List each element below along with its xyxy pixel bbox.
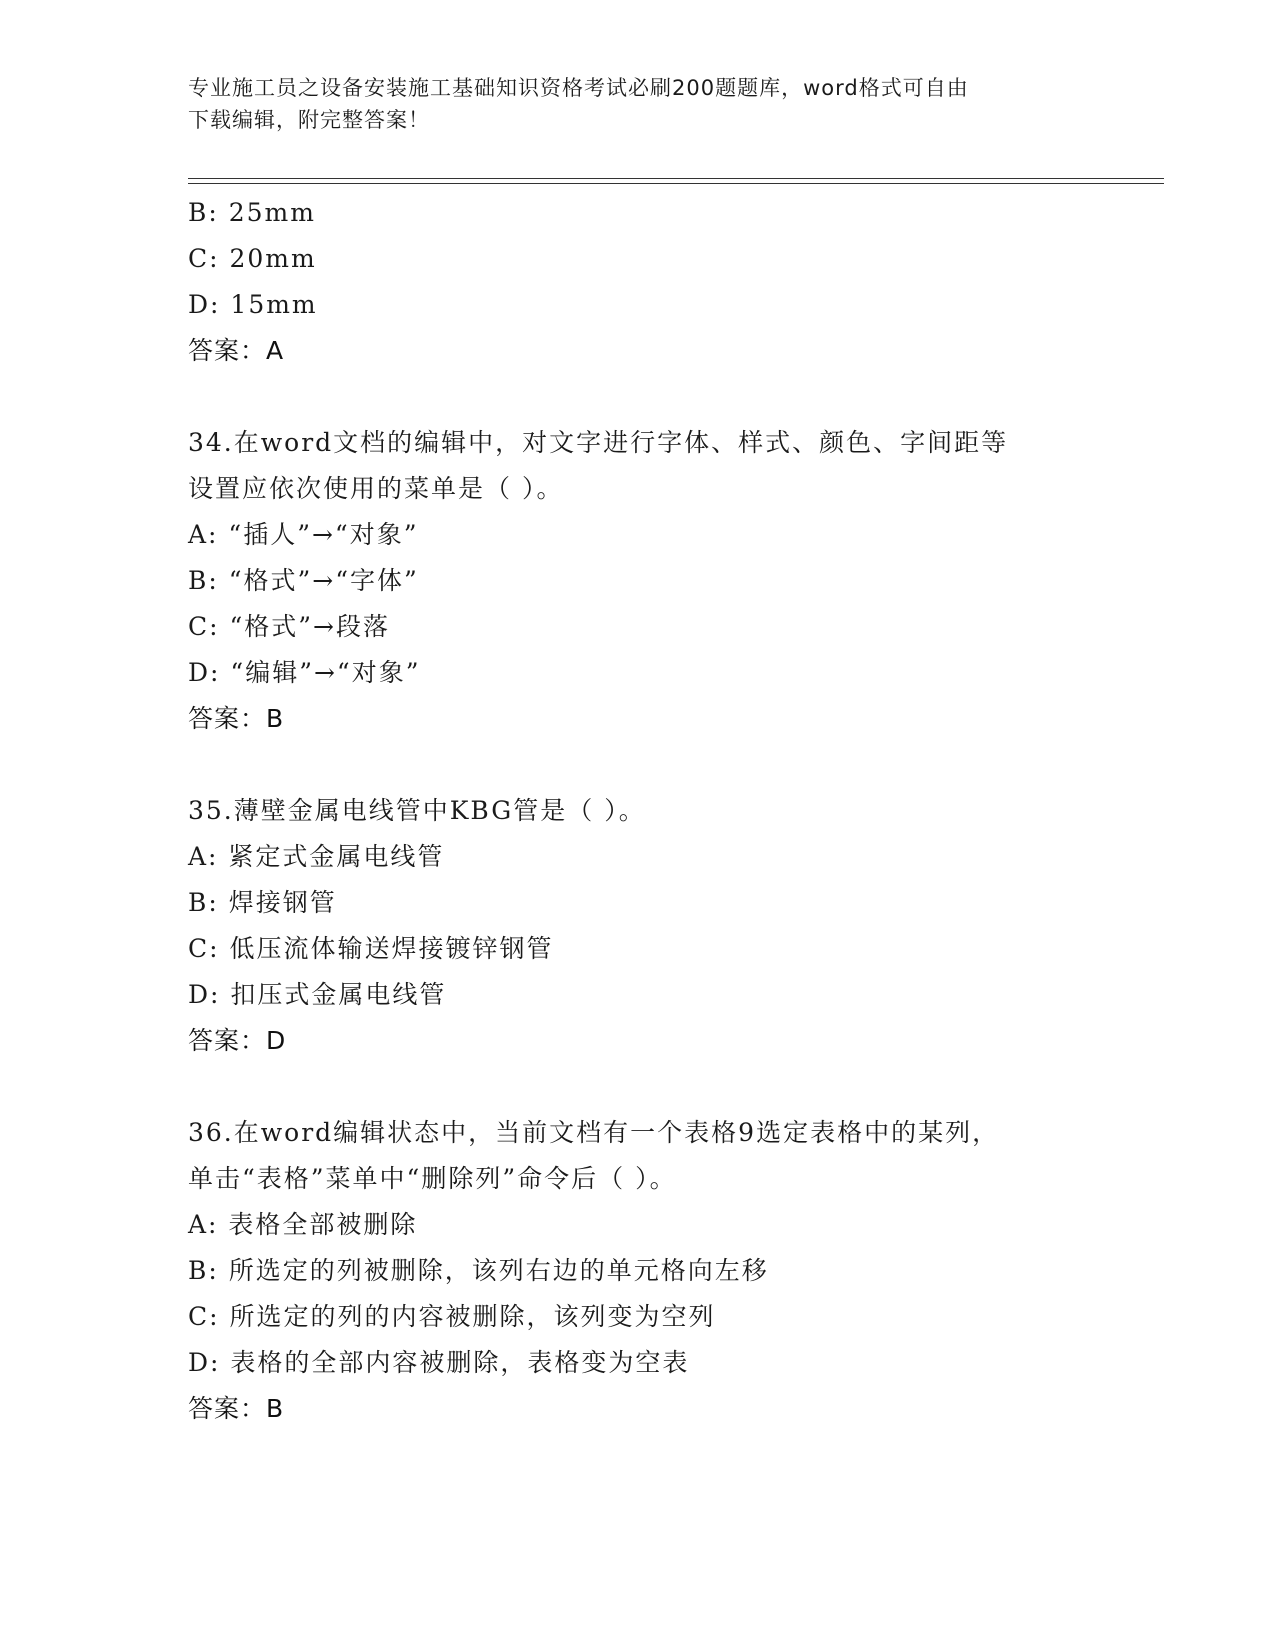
- header-title-line-1: 专业施工员之设备安装施工基础知识资格考试必刷200题题库，word格式可自由: [188, 76, 969, 100]
- question-stem: 34.在word文档的编辑中，对文字进行字体、样式、颜色、字间距等: [188, 428, 1009, 457]
- option-d: D: 表格的全部内容被删除，表格变为空表: [188, 1348, 690, 1377]
- spacer: [188, 1064, 1108, 1110]
- spacer: [188, 374, 1108, 420]
- spacer: [188, 742, 1108, 788]
- option-b: B: 焊接钢管: [188, 888, 337, 917]
- option-a: A: 紧定式金属电线管: [188, 842, 445, 871]
- option-b: B: 25mm: [188, 198, 316, 227]
- question-stem: 单击“表格”菜单中“删除列”命令后（ ）。: [188, 1164, 677, 1193]
- option-b: B: 所选定的列被删除，该列右边的单元格向左移: [188, 1256, 769, 1285]
- option-d: D: 扣压式金属电线管: [188, 980, 447, 1009]
- option-c: C: 低压流体输送焊接镀锌钢管: [188, 934, 554, 963]
- question-stem: 36.在word编辑状态中，当前文档有一个表格9选定表格中的某列，: [188, 1118, 1000, 1147]
- page-header: [188, 72, 1088, 136]
- header-divider-bottom: [188, 183, 1164, 184]
- option-a: A: 表格全部被删除: [188, 1210, 418, 1239]
- option-a: A: “插人”→“对象”: [188, 520, 419, 549]
- answer-label: 答案：B: [188, 1394, 285, 1423]
- question-stem: 设置应依次使用的菜单是（ ）。: [188, 474, 564, 503]
- answer-label: 答案：B: [188, 704, 285, 733]
- question-block-35: [188, 788, 1108, 1064]
- option-d: D: “编辑”→“对象”: [188, 658, 421, 687]
- answer-label: 答案：D: [188, 1026, 287, 1055]
- option-d: D: 15mm: [188, 290, 318, 319]
- header-divider-top: [188, 178, 1164, 179]
- header-title-line-2: 下载编辑，附完整答案！: [188, 108, 430, 132]
- question-block-36: [188, 1110, 1108, 1432]
- question-stem: 35.薄壁金属电线管中KBG管是（ ）。: [188, 796, 646, 825]
- question-block-33: [188, 190, 1108, 374]
- answer-label: 答案：A: [188, 336, 285, 365]
- option-c: C: 所选定的列的内容被删除，该列变为空列: [188, 1302, 716, 1331]
- option-b: B: “格式”→“字体”: [188, 566, 419, 595]
- option-c: C: 20mm: [188, 244, 317, 273]
- question-block-34: [188, 420, 1108, 742]
- option-c: C: “格式”→段落: [188, 612, 391, 641]
- document-body: [188, 190, 1108, 1432]
